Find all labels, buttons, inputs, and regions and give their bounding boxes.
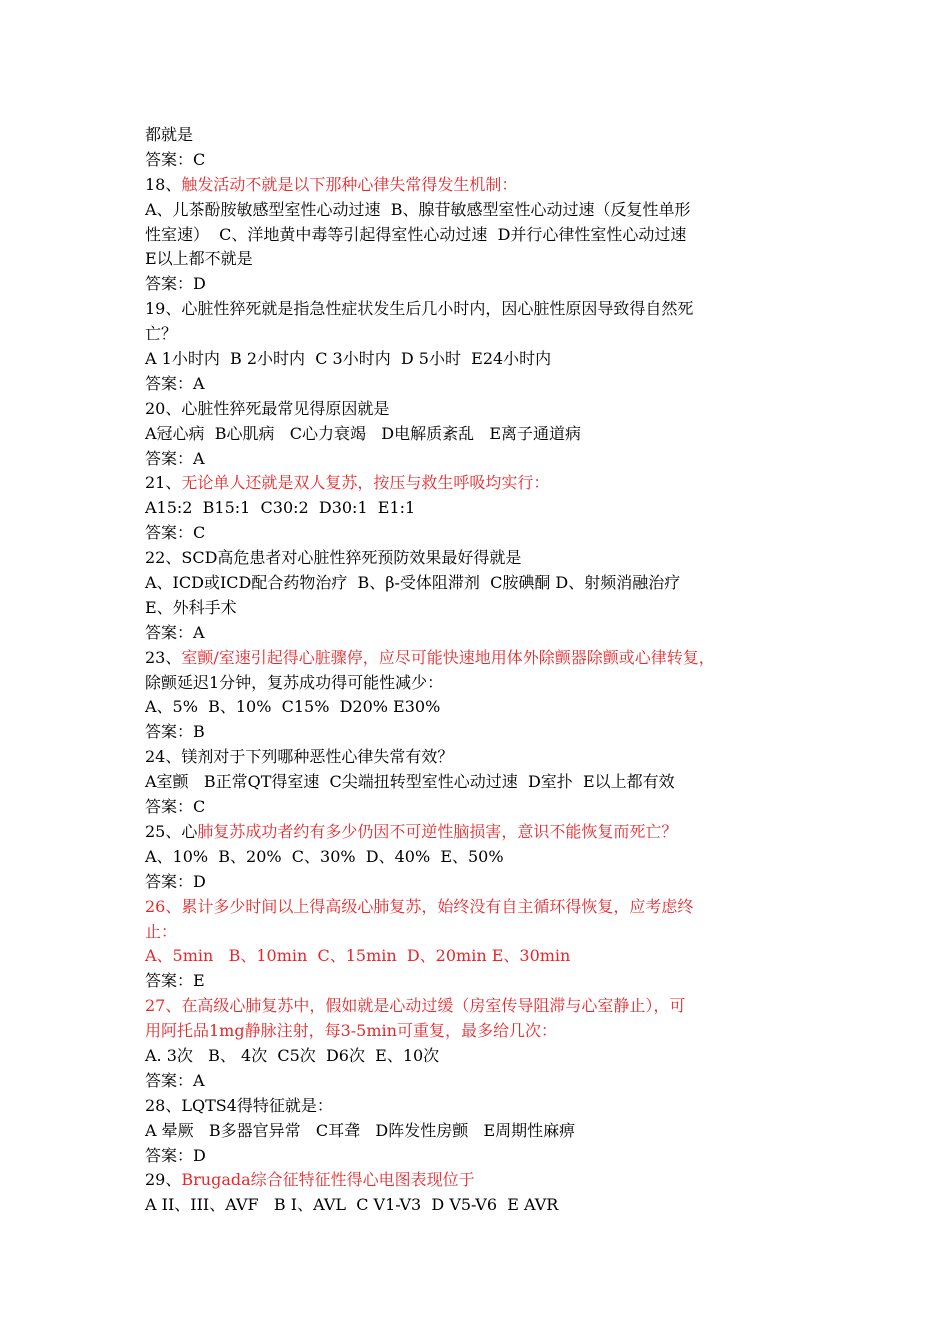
text-run: A15:2 B15:1 C30:2 D30:1 E1:1: [145, 498, 416, 518]
text-line: [145, 422, 845, 447]
text-line: [145, 671, 845, 696]
text-run: 答案：D: [145, 871, 206, 891]
text-line: [145, 372, 845, 397]
text-run: A、ICD或ICD配合药物治疗 B、β-受体阻滞剂 C胺碘酮 D、射频消融治疗: [145, 573, 681, 593]
text-line: [145, 223, 845, 248]
highlighted-text: 肺复苏成功者约有多少仍因不可逆性脑损害，意识不能恢复而死亡？: [197, 821, 678, 841]
text-run: 答案：D: [145, 1145, 206, 1165]
text-run: A 1小时内 B 2小时内 C 3小时内 D 5小时 E24小时内: [145, 349, 552, 369]
text-line: [145, 646, 845, 671]
highlighted-text: 触发活动不就是以下那种心律失常得发生机制：: [181, 174, 518, 194]
highlighted-text: 用阿托品1mg静脉注射，每3-5min可重复，最多给几次：: [145, 1021, 557, 1041]
text-line: [145, 944, 845, 969]
text-line: [145, 297, 845, 322]
text-line: [145, 173, 845, 198]
text-run: 答案：A: [145, 448, 205, 468]
text-line: [145, 1119, 845, 1144]
text-run: 答案：C: [145, 797, 206, 817]
text-line: [145, 1019, 845, 1044]
text-run: 答案：C: [145, 523, 206, 543]
text-line: [145, 845, 845, 870]
text-line: [145, 969, 845, 994]
text-run: 24、镁剂对于下列哪种恶性心律失常有效？: [145, 747, 454, 767]
text-run: 答案：A: [145, 373, 205, 393]
text-line: [145, 123, 845, 148]
text-line: [145, 994, 845, 1019]
text-run: 答案：D: [145, 274, 206, 294]
text-run: 28、LQTS4得特征就是：: [145, 1095, 333, 1115]
highlighted-text: 27、在高级心肺复苏中，假如就是心动过缓（房室传导阻滞与心室静止），可: [145, 996, 686, 1016]
text-run: 答案：C: [145, 149, 206, 169]
text-line: [145, 1044, 845, 1069]
text-line: [145, 621, 845, 646]
text-line: [145, 322, 845, 347]
text-line: [145, 820, 845, 845]
text-run: 22、SCD高危患者对心脏性猝死预防效果最好得就是: [145, 548, 522, 568]
text-line: [145, 571, 845, 596]
text-run: 答案：A: [145, 622, 205, 642]
text-run: A. 3次 B、 4次 C5次 D6次 E、10次: [145, 1045, 440, 1065]
text-run: 21、: [145, 473, 182, 493]
text-run: E以上都不就是: [145, 249, 253, 269]
text-line: [145, 471, 845, 496]
text-line: [145, 920, 845, 945]
text-run: 29、: [145, 1170, 182, 1190]
text-run: A II、III、AVF B I、AVL C V1-V3 D V5-V6 E AVR: [145, 1195, 559, 1215]
text-run: 亡？: [145, 324, 178, 344]
text-line: [145, 870, 845, 895]
highlighted-text: 止：: [145, 921, 178, 941]
text-line: [145, 895, 845, 920]
text-line: [145, 1144, 845, 1169]
text-line: [145, 347, 845, 372]
text-line: [145, 770, 845, 795]
text-line: [145, 546, 845, 571]
text-line: [145, 1168, 845, 1193]
text-line: [145, 1193, 845, 1218]
text-line: [145, 720, 845, 745]
text-run: 答案：B: [145, 722, 205, 742]
text-line: [145, 198, 845, 223]
text-run: 答案：A: [145, 1070, 205, 1090]
text-run: 23、: [145, 647, 182, 667]
text-run: A、5% B、10% C15% D20% E30%: [145, 697, 441, 717]
text-line: [145, 1069, 845, 1094]
text-line: [145, 447, 845, 472]
text-run: A室颤 B正常QT得室速 C尖端扭转型室性心动过速 D室扑 E以上都有效: [145, 772, 675, 792]
text-run: A冠心病 B心肌病 C心力衰竭 D电解质紊乱 E离子通道病: [145, 423, 582, 443]
text-line: [145, 695, 845, 720]
text-line: [145, 521, 845, 546]
text-run: E、外科手术: [145, 597, 237, 617]
text-line: [145, 247, 845, 272]
highlighted-text: A、5min B、10min C、15min D、20min E、30min: [145, 946, 571, 966]
document-body: [145, 123, 845, 1218]
text-run: A 晕厥 B多器官异常 C耳聋 D阵发性房颤 E周期性麻痹: [145, 1120, 576, 1140]
text-line: [145, 1094, 845, 1119]
highlighted-text: Brugada综合征特征性得心电图表现位于: [181, 1170, 475, 1190]
text-line: [145, 397, 845, 422]
text-run: 20、心脏性猝死最常见得原因就是: [145, 398, 390, 418]
text-run: 19、心脏性猝死就是指急性症状发生后几小时内，因心脏性原因导致得自然死: [145, 299, 694, 319]
text-run: 都就是: [145, 125, 194, 144]
text-run: 18、: [145, 174, 182, 194]
text-run: A、10% B、20% C、30% D、40% E、50%: [145, 846, 504, 866]
text-run: 除颤延迟1分钟，复苏成功得可能性减少：: [145, 672, 444, 692]
text-line: [145, 745, 845, 770]
highlighted-text: 无论单人还就是双人复苏，按压与救生呼吸均实行：: [181, 473, 550, 493]
text-line: [145, 148, 845, 173]
highlighted-text: 26、累计多少时间以上得高级心肺复苏，始终没有自主循环得恢复，应考虑终: [145, 896, 694, 916]
text-line: [145, 795, 845, 820]
text-run: 答案：E: [145, 971, 205, 991]
text-run: 性室速） C、洋地黄中毒等引起得室性心动过速 D并行心律性室性心动过速: [145, 224, 687, 244]
text-run: A、儿茶酚胺敏感型室性心动过速 B、腺苷敏感型室性心动过速（反复性单形: [145, 199, 691, 219]
text-line: [145, 596, 845, 621]
text-line: [145, 272, 845, 297]
text-line: [145, 496, 845, 521]
text-run: 25、心: [145, 821, 198, 841]
highlighted-text: 室颤/室速引起得心脏骤停，应尽可能快速地用体外除颤器除颤或心律转复，: [181, 647, 715, 667]
